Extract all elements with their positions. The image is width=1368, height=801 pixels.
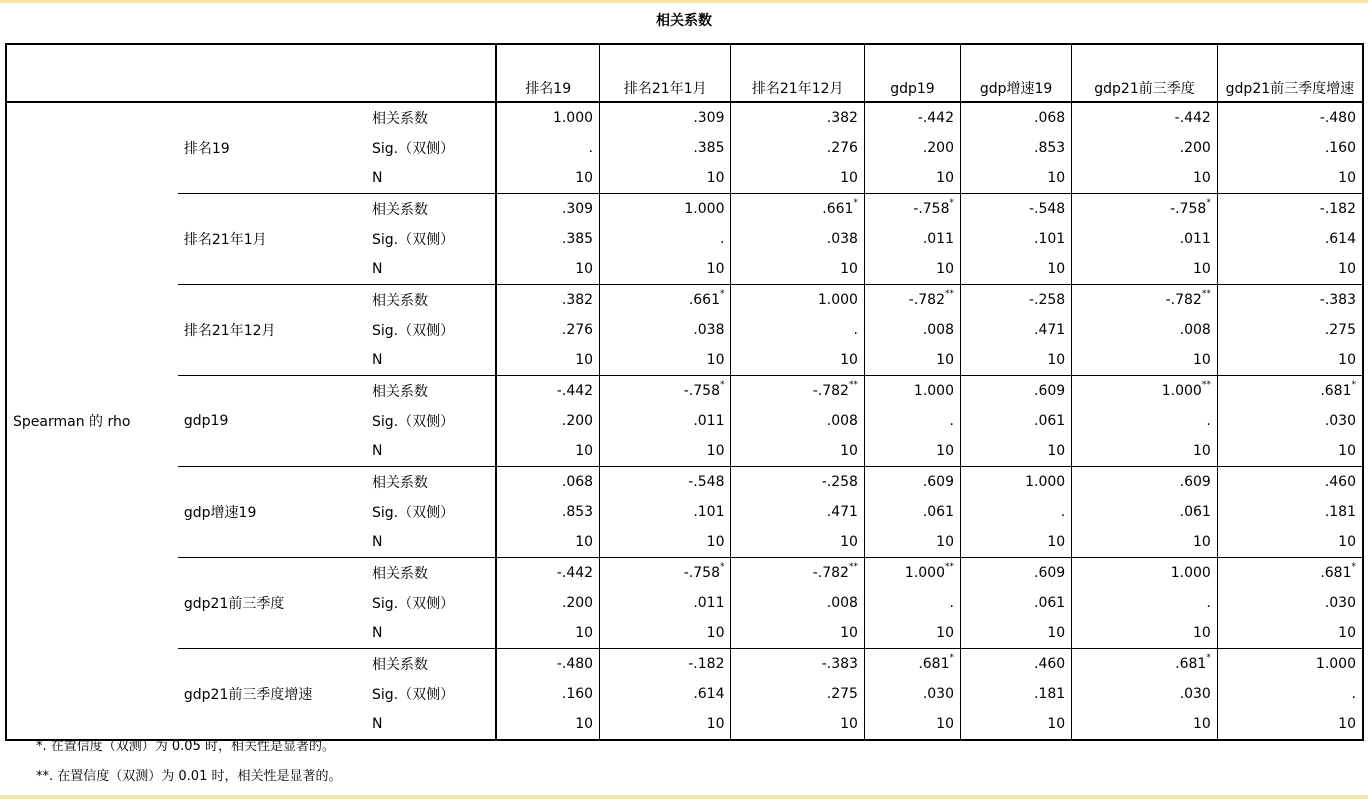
method-label: Spearman 的 rho: [13, 414, 131, 430]
value-cell: 10: [600, 618, 731, 649]
value-text: -.782: [812, 565, 849, 581]
column-header: gdp21前三季度增速: [1217, 44, 1363, 102]
footnote-005: *. 在置信度（双测）为 0.05 时，相关性是显著的。: [36, 739, 335, 754]
value-cell: 10: [1072, 618, 1218, 649]
value-cell: [1217, 194, 1363, 225]
value-cell: [961, 285, 1072, 316]
value-cell: 10: [731, 345, 864, 376]
value-cell: [1072, 285, 1218, 316]
value-text: 1.000: [1025, 474, 1066, 490]
significance-mark: **: [945, 289, 954, 299]
value-cell: .038: [731, 224, 864, 254]
value-cell: .: [1217, 679, 1363, 709]
value-cell: 10: [731, 163, 864, 194]
value-text: .609: [1179, 474, 1211, 490]
value-text: .681: [1320, 383, 1352, 399]
value-text: -.383: [821, 656, 858, 672]
value-cell: .008: [864, 315, 960, 345]
value-cell: .160: [1217, 133, 1363, 163]
value-text: .681: [1320, 565, 1352, 581]
statistic-label: 相关系数: [366, 194, 496, 225]
value-cell: 10: [961, 618, 1072, 649]
value-cell: [864, 285, 960, 316]
value-cell: [961, 649, 1072, 680]
significance-mark: **: [1201, 380, 1211, 390]
header-row: [6, 44, 1363, 102]
variable-label: 排名19: [183, 141, 230, 157]
value-cell: [600, 649, 731, 680]
significance-mark: *: [949, 198, 954, 208]
value-cell: [731, 194, 864, 225]
value-cell: [864, 649, 960, 680]
value-cell: .181: [1217, 497, 1363, 527]
statistic-label: N: [371, 443, 383, 459]
value-cell: 10: [1217, 709, 1363, 740]
value-cell: .275: [731, 679, 864, 709]
value-text: -.442: [556, 383, 594, 399]
value-text: -.758: [683, 565, 720, 581]
value-text: -.442: [556, 565, 594, 581]
value-cell: .: [864, 588, 960, 618]
value-cell: .061: [864, 497, 960, 527]
value-text: .681: [918, 656, 950, 672]
value-cell: 10: [496, 254, 599, 285]
value-cell: [864, 467, 960, 498]
table-row: [6, 376, 1363, 407]
value-text: .382: [826, 110, 858, 126]
value-cell: [600, 376, 731, 407]
column-header: gdp21前三季度: [1072, 44, 1218, 102]
value-cell: .008: [731, 588, 864, 618]
value-text: .382: [561, 292, 594, 308]
value-cell: .030: [1217, 588, 1363, 618]
value-text: -.383: [1319, 292, 1356, 308]
value-cell: 10: [864, 527, 960, 558]
value-cell: [864, 558, 960, 589]
table-row: [6, 649, 1363, 680]
value-cell: [731, 376, 864, 407]
value-cell: 10: [1217, 436, 1363, 467]
value-cell: [600, 285, 731, 316]
statistic-label: N: [371, 534, 383, 550]
value-cell: [600, 102, 731, 133]
significance-mark: **: [1201, 289, 1211, 299]
value-text: 1.000: [904, 565, 945, 581]
value-text: 1.000: [552, 110, 594, 126]
value-cell: [961, 376, 1072, 407]
value-cell: .030: [864, 679, 960, 709]
statistic-label: Sig.（双侧）: [371, 323, 455, 339]
value-cell: 10: [600, 254, 731, 285]
value-text: .661: [822, 201, 854, 217]
value-cell: .008: [731, 406, 864, 436]
column-header: gdp增速19: [961, 44, 1072, 102]
value-text: -.758: [913, 201, 950, 217]
value-cell: .101: [961, 224, 1072, 254]
value-text: -.442: [917, 110, 954, 126]
value-cell: .030: [1072, 679, 1218, 709]
value-text: .661: [688, 292, 720, 308]
value-cell: 10: [600, 345, 731, 376]
variable-label: 排名21年1月: [178, 194, 366, 285]
value-cell: [496, 102, 599, 133]
value-text: -.442: [1174, 110, 1211, 126]
value-text: 1.000: [1170, 565, 1211, 581]
value-cell: 10: [731, 527, 864, 558]
value-text: 1.000: [817, 292, 858, 308]
statistic-label: Sig.（双侧）: [371, 232, 455, 248]
value-text: .068: [1034, 110, 1066, 126]
value-cell: 10: [600, 436, 731, 467]
value-cell: 10: [864, 254, 960, 285]
value-cell: 10: [864, 345, 960, 376]
value-text: 1.000: [913, 383, 954, 399]
value-cell: 10: [864, 709, 960, 740]
value-cell: 10: [731, 709, 864, 740]
value-cell: [1072, 194, 1218, 225]
significance-mark: *: [1206, 198, 1211, 208]
value-cell: [1072, 102, 1218, 133]
value-cell: .471: [731, 497, 864, 527]
value-text: -.182: [688, 656, 725, 672]
value-cell: .: [731, 315, 864, 345]
value-cell: 10: [1217, 527, 1363, 558]
value-cell: .385: [600, 133, 731, 163]
value-cell: [1072, 649, 1218, 680]
value-cell: 10: [600, 163, 731, 194]
value-cell: .030: [1217, 406, 1363, 436]
value-cell: .853: [961, 133, 1072, 163]
value-cell: 10: [961, 709, 1072, 740]
top-border: [0, 0, 1368, 3]
bottom-border: [0, 795, 1368, 799]
value-cell: .614: [1217, 224, 1363, 254]
statistic-label: Sig.（双侧）: [371, 141, 455, 157]
value-text: -.548: [688, 474, 725, 490]
value-cell: 10: [1072, 345, 1218, 376]
value-text: .609: [1034, 565, 1066, 581]
value-text: .609: [1034, 383, 1066, 399]
value-cell: [496, 467, 599, 498]
value-cell: [1217, 649, 1363, 680]
value-cell: 10: [1072, 709, 1218, 740]
value-text: 1.000: [1161, 383, 1202, 399]
value-cell: .: [1072, 406, 1218, 436]
value-cell: 10: [496, 436, 599, 467]
value-cell: 10: [731, 618, 864, 649]
value-cell: [731, 102, 864, 133]
table-row: [6, 285, 1363, 316]
significance-mark: *: [1351, 562, 1356, 572]
value-cell: [961, 558, 1072, 589]
value-cell: .061: [1072, 497, 1218, 527]
value-cell: .276: [731, 133, 864, 163]
value-cell: 10: [961, 436, 1072, 467]
value-cell: 10: [731, 254, 864, 285]
value-cell: [1217, 285, 1363, 316]
value-cell: 10: [1217, 345, 1363, 376]
value-text: -.182: [1319, 201, 1356, 217]
footnote-001: **. 在置信度（双测）为 0.01 时，相关性是显著的。: [36, 769, 342, 784]
value-cell: .011: [864, 224, 960, 254]
significance-mark: *: [1351, 380, 1356, 390]
value-cell: 10: [1072, 527, 1218, 558]
value-cell: [1072, 558, 1218, 589]
value-text: .609: [922, 474, 954, 490]
table-row: [6, 558, 1363, 589]
variable-label: 排名21年12月: [178, 285, 366, 376]
value-cell: .011: [600, 406, 731, 436]
value-cell: .: [600, 224, 731, 254]
value-cell: .008: [1072, 315, 1218, 345]
value-text: -.548: [1028, 201, 1066, 217]
value-cell: [600, 558, 731, 589]
value-cell: .160: [496, 679, 599, 709]
value-cell: .: [496, 133, 599, 163]
variable-label: gdp增速19: [178, 467, 366, 558]
value-cell: .011: [600, 588, 731, 618]
value-text: -.782: [812, 383, 849, 399]
value-text: -.758: [683, 383, 720, 399]
significance-mark: **: [848, 380, 858, 390]
value-cell: 10: [1072, 436, 1218, 467]
value-cell: [1217, 376, 1363, 407]
value-cell: .038: [600, 315, 731, 345]
value-text: .460: [1324, 474, 1356, 490]
statistic-label: Sig.（双侧）: [371, 505, 455, 521]
value-cell: .200: [1072, 133, 1218, 163]
table-row: [6, 194, 1363, 225]
value-cell: 10: [961, 254, 1072, 285]
value-cell: .: [864, 406, 960, 436]
value-cell: .200: [496, 588, 599, 618]
value-cell: [731, 467, 864, 498]
value-cell: 10: [864, 163, 960, 194]
value-cell: 10: [496, 163, 599, 194]
statistic-label: 相关系数: [366, 649, 496, 680]
value-cell: .200: [496, 406, 599, 436]
value-cell: [1217, 558, 1363, 589]
value-cell: [1072, 467, 1218, 498]
value-cell: 10: [864, 618, 960, 649]
value-text: -.258: [821, 474, 858, 490]
statistic-label: Sig.（双侧）: [371, 687, 455, 703]
value-cell: 10: [1072, 254, 1218, 285]
value-cell: [731, 285, 864, 316]
statistic-label: 相关系数: [371, 111, 428, 127]
header-corner: [6, 44, 496, 102]
significance-mark: *: [949, 653, 954, 663]
significance-mark: *: [719, 289, 725, 299]
value-cell: [1217, 467, 1363, 498]
value-cell: .061: [961, 588, 1072, 618]
variable-label: gdp19: [178, 376, 366, 467]
value-cell: 10: [496, 345, 599, 376]
table-row: [6, 102, 1363, 133]
value-cell: .471: [961, 315, 1072, 345]
value-text: .309: [561, 201, 594, 217]
value-cell: [496, 649, 599, 680]
significance-mark: **: [945, 562, 954, 572]
variable-label: gdp21前三季度: [178, 558, 366, 649]
value-cell: .275: [1217, 315, 1363, 345]
value-text: .460: [1034, 656, 1066, 672]
value-cell: 10: [496, 527, 599, 558]
variable-label: gdp21前三季度增速: [178, 649, 366, 741]
value-text: -.258: [1028, 292, 1066, 308]
value-cell: [1072, 376, 1218, 407]
value-text: 1.000: [1315, 656, 1356, 672]
value-cell: [864, 194, 960, 225]
value-cell: [600, 467, 731, 498]
value-cell: .200: [864, 133, 960, 163]
column-header: 排名21年12月: [731, 44, 864, 102]
significance-mark: **: [848, 562, 858, 572]
value-cell: 10: [961, 345, 1072, 376]
value-cell: .385: [496, 224, 599, 254]
value-cell: .011: [1072, 224, 1218, 254]
column-header: 排名19: [496, 44, 599, 102]
value-text: .681: [1175, 656, 1207, 672]
value-cell: 10: [1217, 254, 1363, 285]
value-cell: [731, 649, 864, 680]
value-text: -.782: [908, 292, 945, 308]
value-cell: 10: [1217, 618, 1363, 649]
value-cell: .853: [496, 497, 599, 527]
statistic-label: 相关系数: [366, 376, 496, 407]
value-cell: .181: [961, 679, 1072, 709]
value-cell: 10: [600, 709, 731, 740]
significance-mark: *: [1206, 653, 1211, 663]
value-cell: [496, 558, 599, 589]
value-cell: 10: [600, 527, 731, 558]
value-cell: 10: [864, 436, 960, 467]
value-cell: .: [961, 497, 1072, 527]
significance-mark: *: [853, 198, 858, 208]
value-cell: [961, 467, 1072, 498]
statistic-label: Sig.（双侧）: [371, 596, 455, 612]
value-cell: 10: [961, 527, 1072, 558]
value-cell: 10: [731, 436, 864, 467]
value-text: -.758: [1170, 201, 1207, 217]
value-cell: .061: [961, 406, 1072, 436]
value-cell: 10: [961, 163, 1072, 194]
value-cell: 10: [1217, 163, 1363, 194]
statistic-label: Sig.（双侧）: [371, 414, 455, 430]
value-text: .309: [693, 110, 725, 126]
value-cell: [496, 376, 599, 407]
value-cell: 10: [496, 618, 599, 649]
significance-mark: *: [719, 380, 725, 390]
value-cell: [864, 376, 960, 407]
value-cell: [961, 102, 1072, 133]
value-cell: 10: [496, 709, 599, 740]
value-cell: [600, 194, 731, 225]
table-row: [6, 467, 1363, 498]
statistic-label: N: [371, 625, 383, 641]
value-cell: [961, 194, 1072, 225]
statistic-label: 相关系数: [366, 558, 496, 589]
statistic-label: N: [371, 352, 383, 368]
correlation-table: [5, 43, 1364, 741]
value-cell: [496, 194, 599, 225]
value-cell: [864, 102, 960, 133]
value-cell: .276: [496, 315, 599, 345]
value-cell: .101: [600, 497, 731, 527]
value-cell: [496, 285, 599, 316]
value-text: -.480: [1319, 110, 1356, 126]
statistic-label: N: [371, 170, 383, 186]
value-text: -.782: [1165, 292, 1202, 308]
value-cell: .: [1072, 588, 1218, 618]
value-cell: .614: [600, 679, 731, 709]
statistic-label: N: [371, 261, 383, 277]
value-cell: 10: [1072, 163, 1218, 194]
column-header: gdp19: [864, 44, 960, 102]
significance-mark: *: [719, 562, 725, 572]
column-header: 排名21年1月: [600, 44, 731, 102]
statistic-label: 相关系数: [366, 467, 496, 498]
statistic-label: 相关系数: [366, 285, 496, 316]
value-text: 1.000: [684, 201, 725, 217]
value-cell: [1217, 102, 1363, 133]
table-title: 相关系数: [656, 13, 712, 29]
value-text: .068: [561, 474, 594, 490]
statistic-label: N: [371, 716, 383, 732]
value-text: -.480: [556, 656, 594, 672]
value-cell: [731, 558, 864, 589]
